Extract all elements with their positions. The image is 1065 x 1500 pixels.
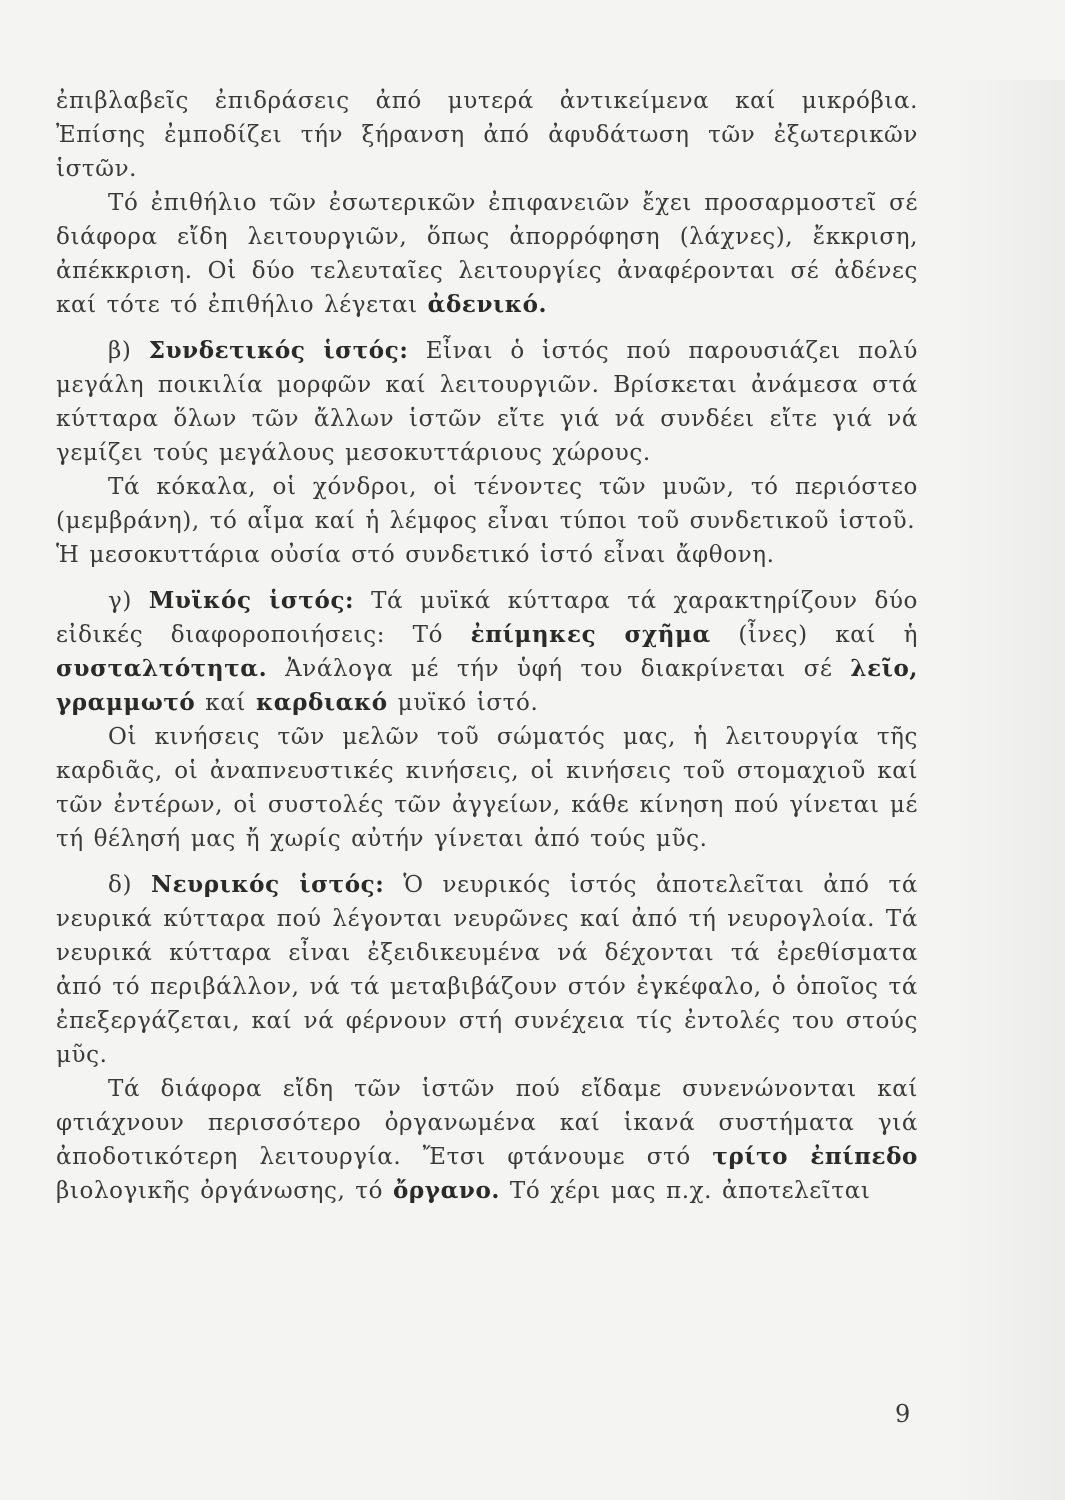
item-label-b: β): [108, 338, 132, 364]
paragraph-4-text: Τά κόκαλα, οἱ χόνδροι, οἱ τένοντες τῶν μυῶν, τό περιόστεο (μεμβράνη), τό αἷμα καί ἡ λέμφος εἶναι τύποι τοῦ συνδετικοῦ ἱστοῦ.: [56, 474, 918, 534]
paragraph-6-text-4: καί: [205, 690, 247, 716]
page-number: 9: [895, 1400, 911, 1428]
paragraph-nervous-tissue: [56, 868, 918, 1072]
paragraph-9-text-1: Τά διάφορα εἴδη τῶν ἱστῶν πού εἴδαμε συνενώνονται καί φτιάχνουν περισσότερο ὀργανωμένα καί ἱκανά συστήματα γιά ἀποδοτικότερη λειτουργία. Ἔτσι φτάνουμε στό: [56, 1076, 918, 1170]
term-striated: γραμμωτό: [56, 689, 196, 716]
heading-nervous-tissue: Νευρικός ἱστός:: [150, 871, 385, 898]
term-smooth: λεῖο,: [850, 655, 918, 682]
paragraph-6-text-1: Τά μυϊκά κύτταρα τά χαρακτηρίζουν δύο εἰδικές διαφοροποιήσεις: Τό: [56, 588, 918, 648]
term-third-level: τρίτο ἐπίπεδο: [712, 1143, 918, 1170]
paragraph-connective-tissue: [56, 334, 918, 470]
item-label-d: δ): [108, 872, 133, 898]
paragraph-9: [56, 1072, 918, 1208]
paragraph-6-text-3: Ἀνάλογα μέ τήν ὑφή του διακρίνεται σέ: [285, 656, 833, 682]
heading-connective-tissue: Συνδετικός ἱστός:: [148, 337, 409, 364]
paragraph-1-text: ἐπιβλαβεῖς ἐπιδράσεις ἀπό μυτερά ἀντικείμενα καί μικρόβια. Ἐπίσης ἐμποδίζει τήν ξήρανση ἀπό ἀφυδάτωση τῶν ἐξωτερικῶν ἱστῶν.: [56, 88, 918, 182]
paragraph-6-text-2: (ἶνες) καί ἡ: [738, 622, 918, 648]
page-edge-shadow: [950, 80, 1065, 1500]
item-label-c: γ): [108, 588, 132, 614]
term-organ: ὄργανο.: [392, 1177, 500, 1204]
page-text: [56, 84, 918, 1208]
term-contractility: συσταλτότητα.: [56, 655, 268, 682]
paragraph-4: [56, 470, 918, 538]
paragraph-muscle-tissue: [56, 584, 918, 720]
heading-muscle-tissue: Μυϊκός ἱστός:: [148, 587, 355, 614]
term-elongated-shape: ἐπίμηκες σχῆμα: [470, 621, 711, 648]
paragraph-9-text-3: Τό χέρι μας π.χ. ἀποτελεῖται: [509, 1178, 871, 1204]
paragraph-1: [56, 84, 918, 186]
paragraph-7-text: Οἱ κινήσεις τῶν μελῶν τοῦ σώματός μας, ἡ λειτουργία τῆς καρδιᾶς, οἱ ἀναπνευστικές κινήσεις, οἱ κινήσεις τοῦ στομαχιοῦ καί τῶν ἐντέρων, οἱ συστολές τῶν ἀγγείων, κάθε κίνηση πού γίνεται μέ τή θέλησή μας ἤ χωρίς αὐτήν γίνεται ἀπό τούς μῦς.: [56, 724, 918, 852]
term-cardiac: καρδιακό: [255, 689, 388, 716]
paragraph-9-text-2: βιολογικῆς ὀργάνωσης, τό: [56, 1178, 384, 1204]
paragraph-2: [56, 186, 918, 322]
paragraph-8-text: Ὁ νευρικός ἱστός ἀποτελεῖται ἀπό τά νευρικά κύτταρα πού λέγονται νευρῶνες καί ἀπό τή νευρογλοία. Τά νευρικά κύτταρα εἶναι ἐξειδικευμένα νά δέχονται τά ἐρεθίσματα ἀπό τό περιβάλλον, νά τά μεταβιβάζουν στόν ἐγκέφαλο, ὁ ὁποῖος τά ἐπεξεργάζεται, καί νά φέρνουν στή συνέχεια τίς ἐντολές του στούς μῦς.: [56, 872, 918, 1068]
paragraph-5: [56, 538, 918, 572]
paragraph-5-text: Ἡ μεσοκυττάρια οὐσία στό συνδετικό ἱστό εἶναι ἄφθονη.: [56, 542, 775, 568]
paragraph-2-text: Τό ἐπιθήλιο τῶν ἐσωτερικῶν ἐπιφανειῶν ἔχει προσαρμοστεῖ σέ διάφορα εἴδη λειτουργιῶν, ὅπως ἀπορρόφηση (λάχνες), ἔκκριση, ἀπέκκριση. Οἱ δύο τελευταῖες λειτουργίες ἀναφέρονται σέ ἀδένες καί τότε τό ἐπιθήλιο λέγεται: [56, 190, 918, 318]
paragraph-7: [56, 720, 918, 856]
term-glandular: ἀδενικό.: [427, 291, 548, 318]
paragraph-3-text: Εἶναι ὁ ἱστός πού παρουσιάζει πολύ μεγάλη ποικιλία μορφῶν καί λειτουργιῶν. Βρίσκεται ἀνάμεσα στά κύτταρα ὅλων τῶν ἄλλων ἱστῶν εἴτε γιά νά συνδέει εἴτε γιά νά γεμίζει τούς μεγάλους μεσοκυττάριους χώρους.: [56, 338, 918, 466]
paragraph-6-text-5: μυϊκό ἱστό.: [397, 690, 539, 716]
